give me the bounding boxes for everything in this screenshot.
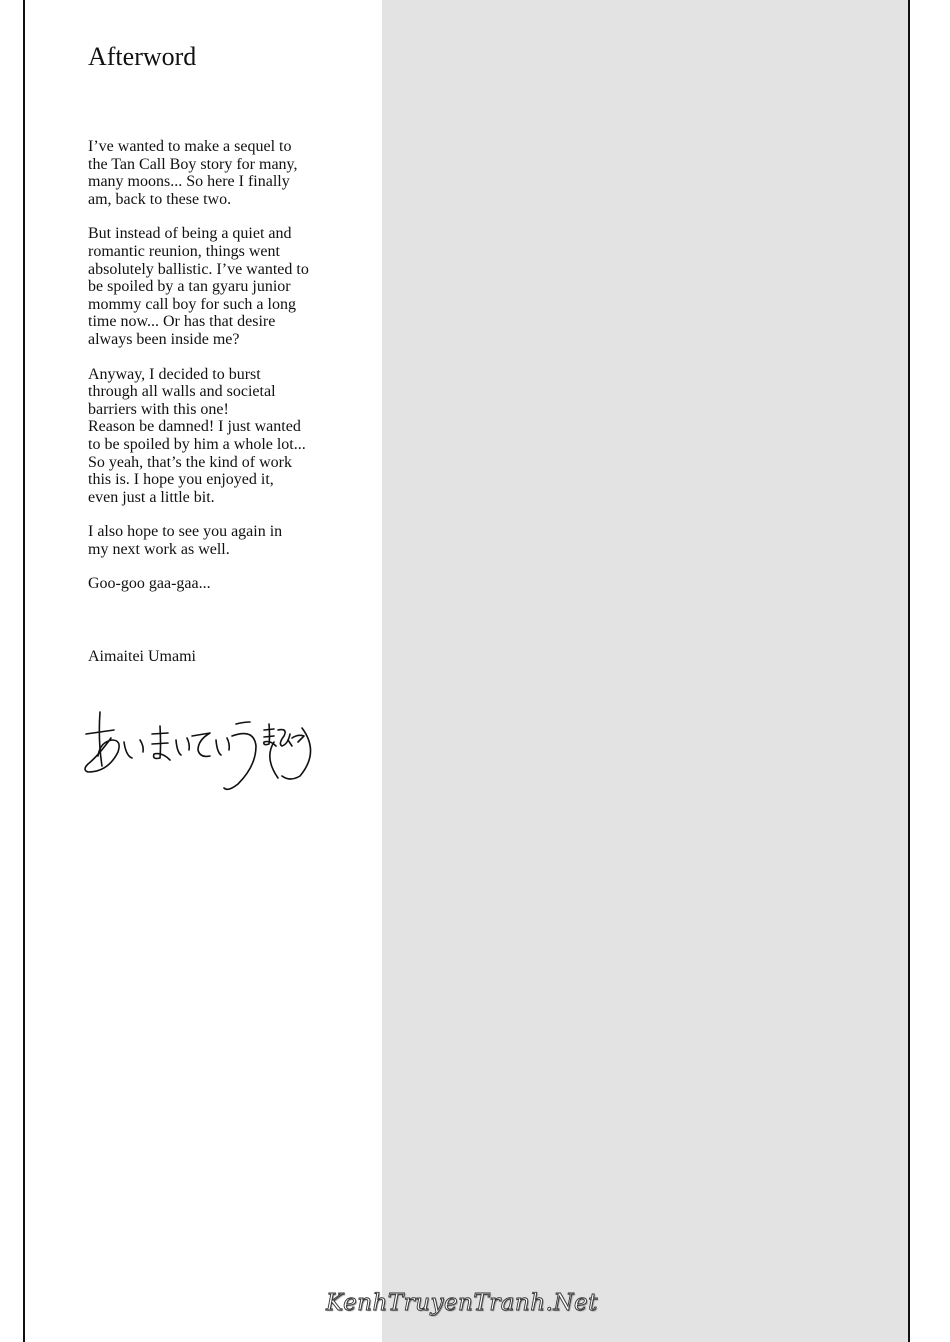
afterword-body <box>88 138 378 593</box>
afterword-paragraph-1: I’ve wanted to make a sequel to the Tan Call Boy story for many, many moons... So here I finally am, back to these two. <box>88 138 298 208</box>
afterword-paragraph-3: Anyway, I decided to burst through all walls and societal barriers with this one! Reason be damned! I just wanted to be spoiled by him a whole lot... So yeah, that’s the kind of work this is. I hope you enjoyed it, even just a little bit. <box>88 365 306 506</box>
site-watermark: KenhTruyenTranh.Net <box>326 1290 598 1316</box>
afterword-column <box>88 40 378 610</box>
page-border-right <box>908 0 910 1342</box>
afterword-paragraph-2: But instead of being a quiet and romantic reunion, things went absolutely ballistic. I’ve wanted to be spoiled by a tan gyaru junior mommy call boy for such a long time now... Or has that desire always been inside me? <box>88 225 309 348</box>
blank-gray-panel <box>382 0 908 1342</box>
afterword-paragraph-4: I also hope to see you again in my next work as well. <box>88 523 283 558</box>
page-border-left <box>23 0 25 1342</box>
afterword-paragraph-5: Goo-goo gaa-gaa... <box>88 575 211 593</box>
handwritten-signature-icon <box>78 700 318 795</box>
page-title: Afterword <box>88 42 197 71</box>
author-name: Aimaitei Umami <box>88 648 196 665</box>
